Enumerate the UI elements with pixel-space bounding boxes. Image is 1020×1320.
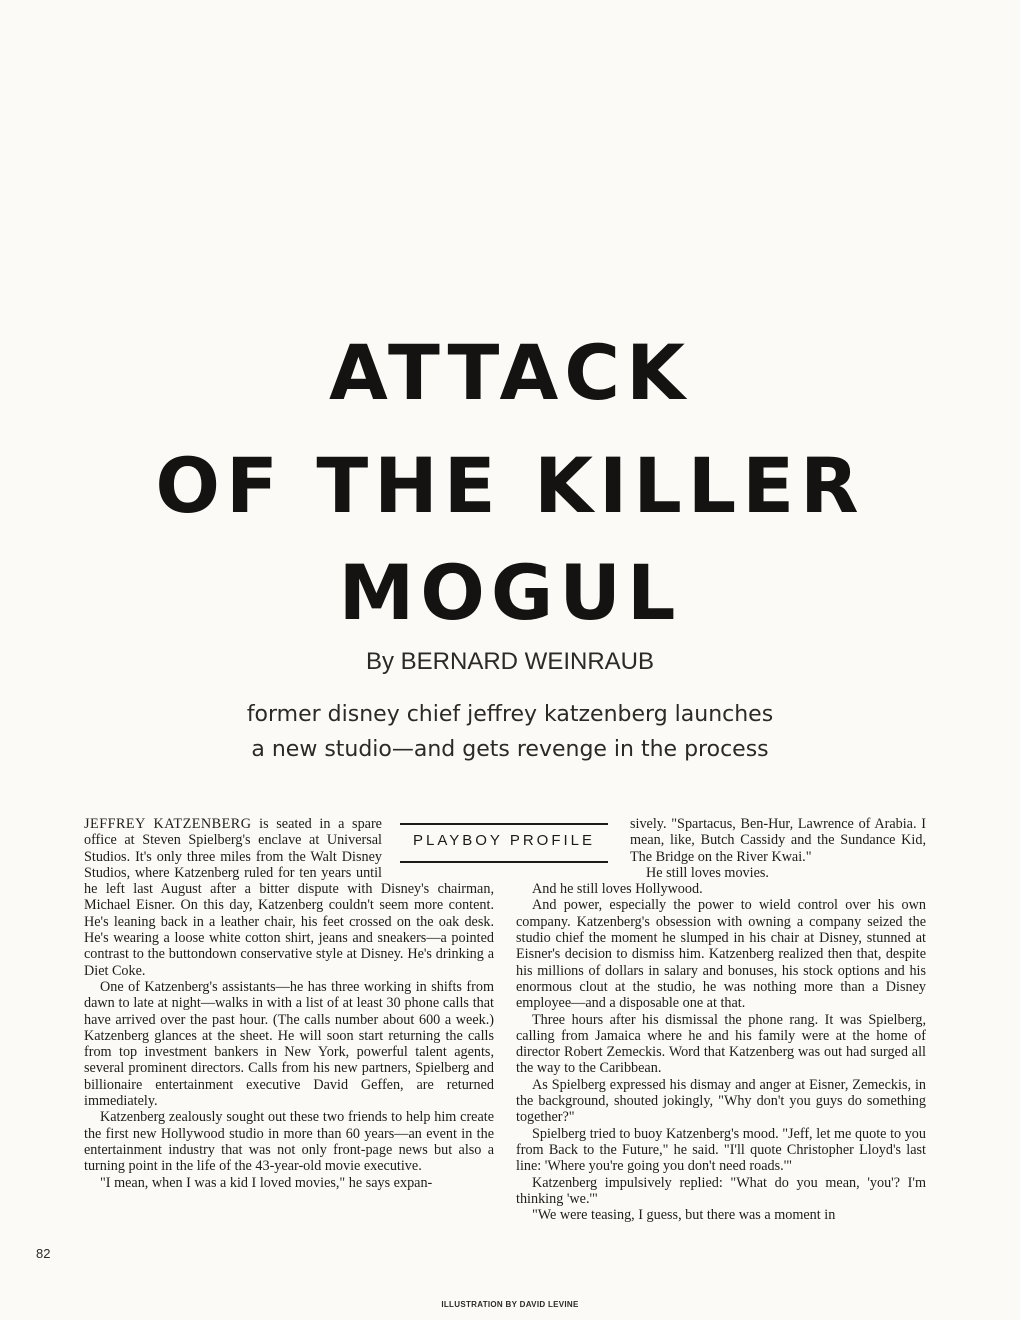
dek-line-2: a new studio—and gets revenge in the process bbox=[251, 737, 769, 762]
column-gap bbox=[516, 816, 630, 868]
paragraph: Katzenberg impulsively replied: "What do you mean, 'you'? I'm thinking 'we.'" bbox=[516, 1174, 926, 1207]
paragraph: "We were teasing, I guess, but there was a moment in bbox=[532, 1207, 836, 1224]
article-column-left bbox=[84, 816, 494, 1191]
paragraph: sively. "Spartacus, Ben-Hur, Lawrence of Arabia. I mean, like, Butch Cassidy and the Sundance Kid, The Bridge on the River Kwai." bbox=[630, 816, 926, 865]
paragraph: And power, especially the power to wield control over his own company. Katzenberg's obsession with owning a company seized the studio chief the moment he slumped in his chair at Disney, stunned at Eisner's decision to dismiss him. Katzenberg realized then that, despite his millions of dollars in salary and bonuses, his stock options and his enormous clout at the studio, he was nothing more than a Disney employee—and a disposable one at that. bbox=[516, 897, 926, 1012]
paragraph-text: is seated in a spare office at Steven Spielberg's enclave at Universal Studios. It's only three miles from the Walt Disney Studios, where Katzenberg ruled for ten years until he left last August after a bitter dispute with Disney's chairman, Michael Eisner. On this day, Katzenberg couldn't seem more content. He's leaning back in a leather chair, his feet crossed on the oak desk. He's wearing a loose white cotton shirt, jeans and sneakers—a pointed contrast to the buttondown conservative style at Disney. He's drinking a Diet Coke. bbox=[84, 816, 494, 979]
paragraph: Spielberg tried to buoy Katzenberg's mood. "Jeff, let me quote to you from Back to the Future," he said. "I'll quote Christopher Lloyd's last line: 'Where you're going you don't need roads.'" bbox=[516, 1125, 926, 1175]
paragraph: "I mean, when I was a kid I loved movies," he says expan- bbox=[100, 1174, 433, 1191]
dek-line-1: former disney chief jeffrey katzenberg launches bbox=[246, 702, 774, 727]
column-gap bbox=[382, 816, 494, 868]
article-column-right bbox=[516, 816, 926, 1223]
paragraph: And he still loves Hollywood. bbox=[532, 881, 703, 898]
paragraph: One of Katzenberg's assistants—he has three working in shifts from dawn to late at night—walks in with a list of at least 30 phone calls that have arrived over the past hour. (The calls number about 600 a week.) Katzenberg glances at the sheet. He will soon start returning the calls from top investment bankers in New York, powerful talent agents, several prominent directors. Calls from his new partners, Spielberg and billionaire entertainment executive David Geffen, are returned immediately. bbox=[84, 978, 494, 1110]
illustration-credit: ILLUSTRATION BY DAVID LEVINE bbox=[441, 1300, 579, 1309]
headline-line-2: OF THE KILLER bbox=[155, 441, 865, 530]
headline-line-3: MOGUL bbox=[338, 548, 682, 637]
headline-line-1: ATTACK bbox=[329, 328, 691, 417]
paragraph: Three hours after his dismissal the phone rang. It was Spielberg, calling from Jamaica where he and his family were at the home of director Robert Zemeckis. Word that Katzenberg was out had surged all the way to the Caribbean. bbox=[516, 1011, 926, 1077]
paragraph: Katzenberg zealously sought out these two friends to help him create the first new Hollywood studio in more than 60 years—an event in the entertainment industry that was not only front-page news but also a turning point in the life of the 43-year-old movie executive. bbox=[84, 1109, 494, 1175]
paragraph: He still loves movies. bbox=[646, 864, 769, 881]
page-number: 82 bbox=[36, 1246, 51, 1261]
byline: By BERNARD WEINRAUB bbox=[365, 648, 655, 675]
lead-name: JEFFREY KATZENBERG bbox=[84, 816, 252, 832]
paragraph: As Spielberg expressed his dismay and anger at Eisner, Zemeckis, in the background, shouted jokingly, "Why don't you guys do something together?" bbox=[516, 1076, 926, 1126]
profile-label: PLAYBOY PROFILE bbox=[413, 832, 595, 849]
